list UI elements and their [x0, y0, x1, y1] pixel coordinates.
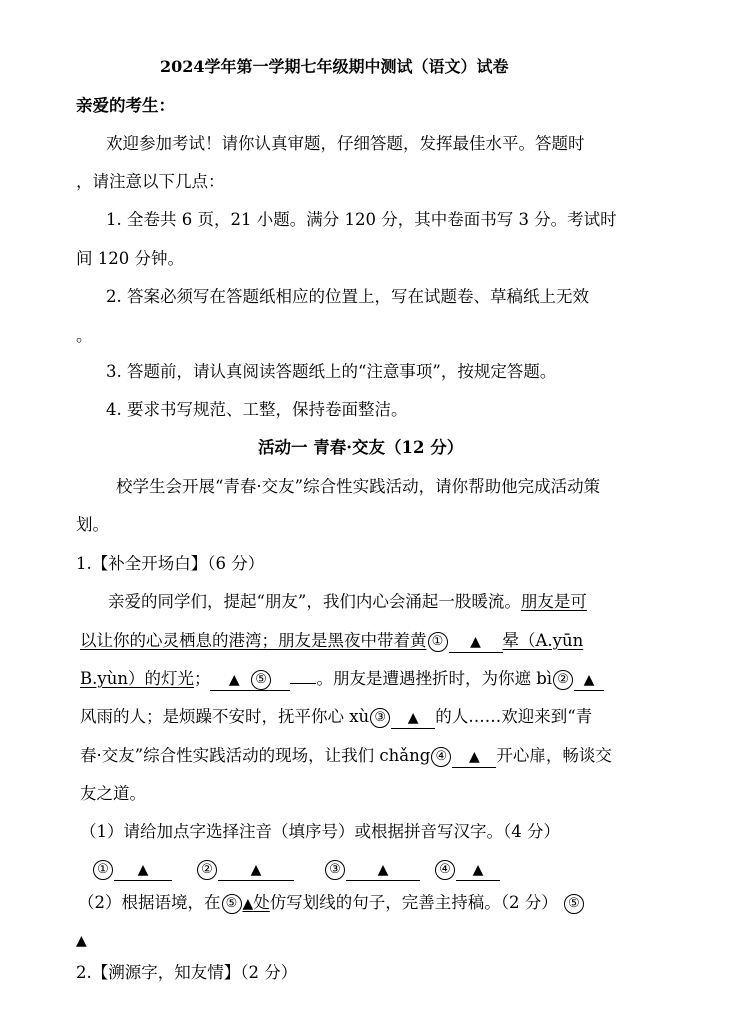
underlined-sentence: 以让你的心灵栖息的港湾；朋友是黑夜中带着黄: [80, 631, 427, 650]
intro-line-2: ，请注意以下几点：: [76, 172, 225, 191]
blank-number-5: ⑤: [564, 894, 584, 914]
blank-number-5: ⑤: [222, 894, 242, 914]
q1-paragraph-line-3: [80, 668, 604, 691]
greeting: 亲爱的考生：: [76, 96, 175, 115]
q1-subquestion-2: [78, 892, 585, 915]
answer-blank-1[interactable]: [449, 631, 503, 653]
pinyin-option-a: 晕（A.yūn: [502, 631, 584, 650]
note-2-line-1: 2. 答案必须写在答题纸相应的位置上，写在试题卷、草稿纸上无效: [106, 287, 589, 306]
note-3: 3. 答题前，请认真阅读答题纸上的“注意事项”，按规定答题。: [106, 362, 557, 381]
answer-blank-2[interactable]: [574, 669, 604, 691]
answer-item-3: [324, 859, 420, 878]
answer-number-2: ②: [197, 860, 217, 880]
answer-number-4: ④: [435, 860, 455, 880]
blank-number-1: ①: [428, 632, 448, 652]
answer-item-1: [92, 859, 172, 878]
triangle-marker: ▲: [407, 710, 419, 726]
q1-text: 春·交友”综合性实践活动的现场，让我们 chǎng: [80, 746, 431, 765]
section-desc-line-1: 校学生会开展“青春·交友”综合性实践活动，请你帮助他完成活动策: [116, 477, 601, 496]
q1-text: 仿写划线的句子，完善主持稿。（2 分）: [269, 893, 558, 912]
note-1-line-1: 1. 全卷共 6 页，21 小题。满分 120 分，其中卷面书写 3 分。考试时: [106, 210, 617, 229]
q1-text: 。朋友是遭遇挫折时，为你遮 bì: [316, 669, 553, 688]
answer-field-4[interactable]: [456, 859, 500, 881]
answer-blank-3[interactable]: [391, 707, 435, 729]
triangle-marker: ▲: [583, 672, 595, 688]
underlined-sentence: 朋友是可: [520, 592, 587, 611]
answer-field-2[interactable]: [218, 859, 294, 881]
section-heading: 活动一 青春·交友（12 分）: [258, 438, 464, 457]
pinyin-option-b: B.yùn）的灯光: [80, 669, 194, 688]
triangle-marker[interactable]: ▲: [76, 933, 87, 949]
answer-blank-5[interactable]: [210, 669, 290, 691]
q1-text: （2）根据语境，在: [78, 893, 221, 912]
answer-item-2: [196, 859, 294, 878]
intro-line-1: 欢迎参加考试！请你认真审题，仔细答题，发挥最佳水平。答题时: [106, 134, 585, 153]
answer-blank-5-tail[interactable]: [290, 683, 316, 684]
note-1-line-2: 间 120 分钟。: [76, 249, 184, 268]
q1-text: 的人……欢迎来到“青: [435, 707, 593, 726]
q1-paragraph-line-1: [108, 591, 587, 613]
answer-number-3: ③: [325, 860, 345, 880]
q1-text: 风雨的人；是烦躁不安时，抚平你心 xù: [80, 707, 370, 726]
q1-subquestion-1: （1）请给加点字选择注音（填序号）或根据拼音写汉字。（4 分）: [80, 822, 560, 841]
q1-text: ；: [193, 669, 211, 688]
triangle-marker: ▲: [228, 672, 240, 688]
triangle-marker: ▲: [468, 749, 480, 765]
answer-item-4: [434, 859, 500, 878]
q1-text: 开心扉，畅谈交: [496, 746, 612, 765]
blank-number-5: ⑤: [251, 670, 271, 690]
answer-field-1[interactable]: [114, 859, 172, 881]
blank-number-2: ②: [553, 670, 573, 690]
q2-heading: 2.【溯源字，知友情】（2 分）: [76, 963, 298, 982]
answer-field-3[interactable]: [346, 859, 420, 881]
triangle-marker: ▲: [472, 862, 484, 878]
triangle-marker: ▲: [470, 634, 481, 650]
q1-paragraph-line-5: [80, 745, 612, 768]
triangle-marker: ▲: [137, 862, 149, 878]
note-4: 4. 要求书写规范、工整，保持卷面整洁。: [106, 400, 408, 419]
triangle-marker: ▲: [242, 896, 254, 912]
section-desc-line-2: 划。: [76, 515, 109, 534]
q1-paragraph-line-6: 友之道。: [80, 784, 146, 803]
answer-number-1: ①: [93, 860, 113, 880]
q1-text: 处: [253, 893, 270, 912]
q1-answer-row: [92, 858, 500, 881]
page-title: 2024学年第一学期七年级期中测试（语文）试卷: [160, 57, 509, 76]
blank-number-4: ④: [431, 747, 451, 767]
triangle-marker: ▲: [250, 862, 262, 878]
note-2-line-2: 。: [76, 326, 93, 345]
q1-heading: 1.【补全开场白】（6 分）: [76, 554, 265, 573]
blank-number-3: ③: [370, 708, 390, 728]
q1-subquestion-2-answer: [76, 929, 87, 952]
q1-text: 亲爱的同学们，提起“朋友”，我们内心会涌起一股暖流。: [108, 592, 521, 611]
answer-blank-4[interactable]: [452, 746, 496, 768]
triangle-marker: ▲: [377, 862, 389, 878]
q1-paragraph-line-2: [80, 630, 583, 653]
q1-paragraph-line-4: [80, 706, 592, 729]
